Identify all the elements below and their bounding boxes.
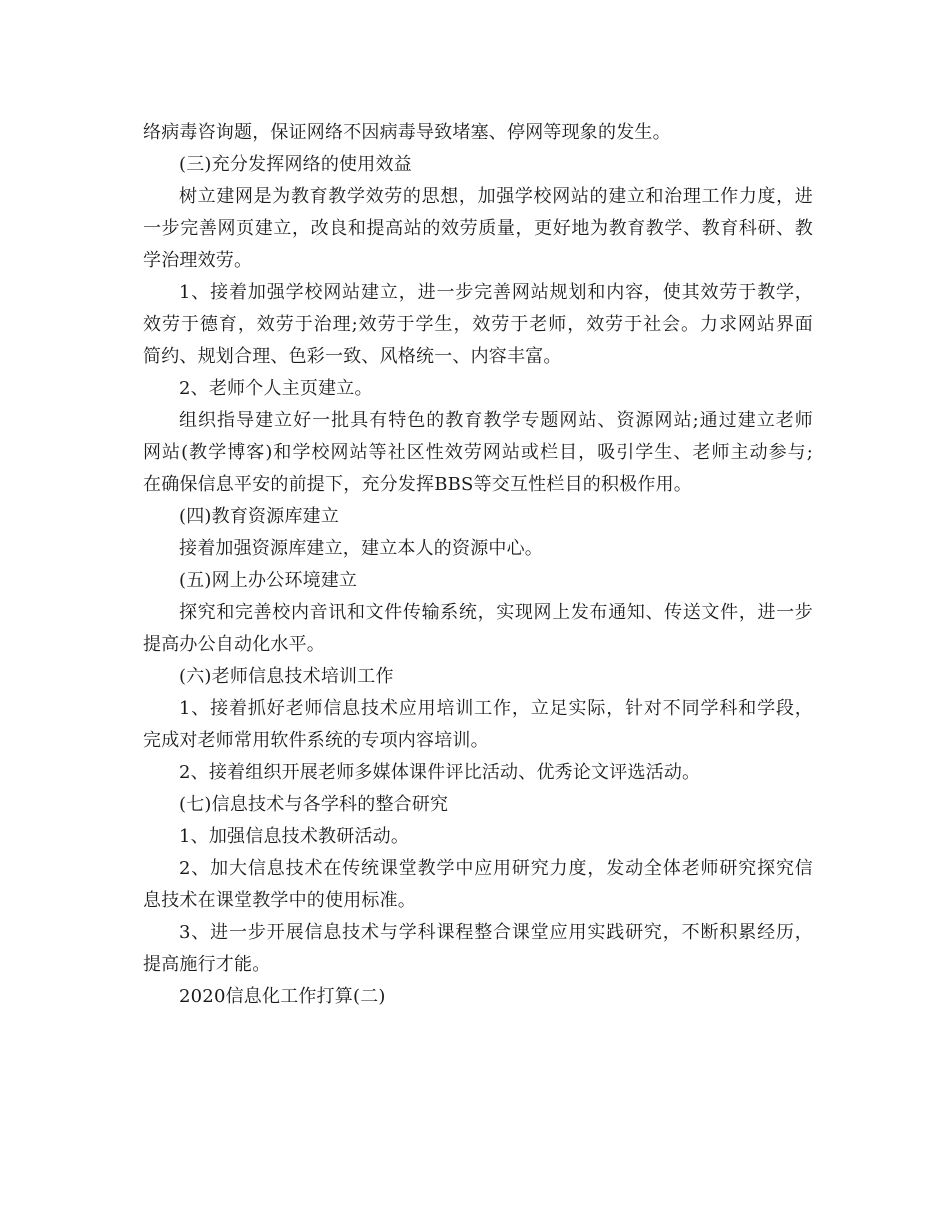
section-heading: (六)老师信息技术培训工作 bbox=[179, 666, 394, 687]
paragraph-line: 接着加强资源库建立，建立本人的资源中心。 bbox=[179, 538, 543, 559]
paragraph-line: 2、加大信息技术在传统课堂教学中应用研究力度，发动全体老师研究探究信 bbox=[179, 858, 813, 879]
paragraph-line: 在确保信息平安的前提下，充分发挥BBS等交互性栏目的积极作用。 bbox=[143, 474, 692, 495]
paragraph-line: 探究和完善校内音讯和文件传输系统，实现网上发布通知、传送文件，进一步 bbox=[179, 602, 813, 623]
paragraph-line: 1、接着加强学校网站建立，进一步完善网站规划和内容，使其效劳于教学， bbox=[179, 282, 813, 303]
paragraph-line: 3、进一步开展信息技术与学科课程整合课堂应用实践研究，不断积累经历， bbox=[179, 922, 813, 943]
document-body bbox=[143, 117, 813, 1013]
section-heading: (五)网上办公环境建立 bbox=[179, 570, 358, 591]
paragraph-line: 2、老师个人主页建立。 bbox=[179, 378, 373, 399]
paragraph-line: 络病毒咨询题，保证网络不因病毒导致堵塞、停网等现象的发生。 bbox=[143, 122, 671, 143]
paragraph-line: 一步完善网页建立，改良和提高站的效劳质量，更好地为教育教学、教育科研、教 bbox=[143, 218, 813, 239]
section-heading: (三)充分发挥网络的使用效益 bbox=[179, 154, 412, 175]
paragraph-line: 组织指导建立好一批具有特色的教育教学专题网站、资源网站;通过建立老师 bbox=[179, 410, 813, 431]
section-heading: 2020信息化工作打算(二) bbox=[179, 986, 386, 1007]
paragraph-line: 树立建网是为教育教学效劳的思想，加强学校网站的建立和治理工作力度，进 bbox=[179, 186, 813, 207]
paragraph-line: 网站(教学博客)和学校网站等社区性效劳网站或栏目，吸引学生、老师主动参与; bbox=[143, 442, 813, 463]
paragraph-line: 提高施行才能。 bbox=[143, 954, 271, 975]
paragraph-line: 简约、规划合理、色彩一致、风格统一、内容丰富。 bbox=[143, 346, 562, 367]
paragraph-line: 效劳于德育，效劳于治理;效劳于学生，效劳于老师，效劳于社会。力求网站界面 bbox=[143, 314, 813, 335]
paragraph-line: 息技术在课堂教学中的使用标准。 bbox=[143, 890, 416, 911]
paragraph-line: 1、加强信息技术教研活动。 bbox=[179, 826, 410, 847]
paragraph-line: 学治理效劳。 bbox=[143, 250, 253, 271]
paragraph-line: 提高办公自动化水平。 bbox=[143, 634, 325, 655]
paragraph-line: 完成对老师常用软件系统的专项内容培训。 bbox=[143, 730, 489, 751]
paragraph-line: 2、接着组织开展老师多媒体课件评比活动、优秀论文评选活动。 bbox=[179, 762, 701, 783]
paragraph-line: 1、接着抓好老师信息技术应用培训工作，立足实际，针对不同学科和学段， bbox=[179, 698, 813, 719]
section-heading: (四)教育资源库建立 bbox=[179, 506, 340, 527]
section-heading: (七)信息技术与各学科的整合研究 bbox=[179, 794, 449, 815]
